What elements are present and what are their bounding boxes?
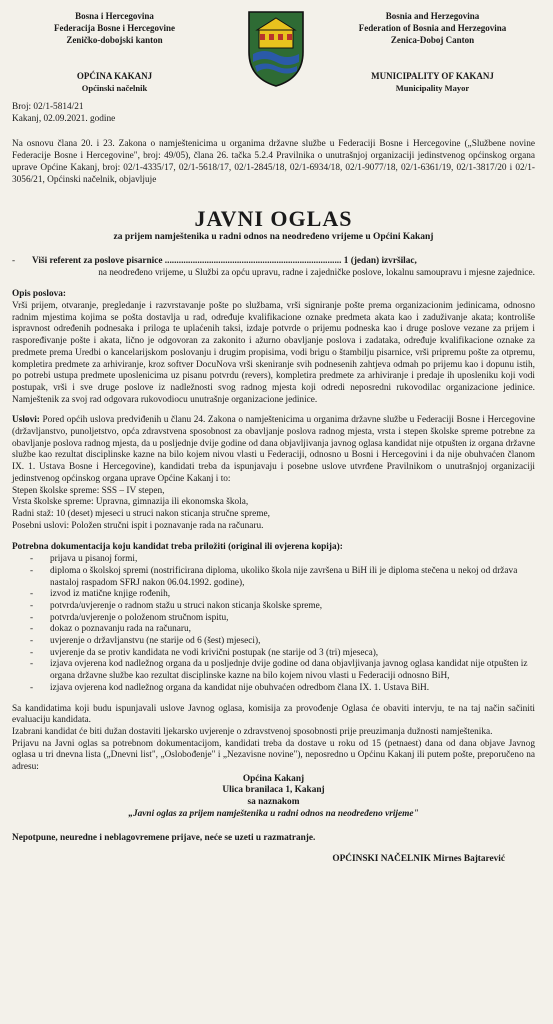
duties-heading: Opis poslova: <box>12 289 66 300</box>
list-item: - izvod iz matične knjige rođenih, <box>30 589 535 601</box>
list-item: - izjava ovjerena kod nadležnog organa da u posljednje dvije godine od dana objavljivanja javnog oglasa kandidat nije otpušten iz organa državne službe kao rezultat disciplinske kazne na bilo kojem nivou vlasti u Federaciji odnosno BiH, <box>30 659 535 682</box>
documents-list <box>12 554 535 694</box>
notice-subtitle: za prijem namještenika u radni odnos na neodređeno vrijeme u Općini Kakanj <box>113 232 434 243</box>
address-note: sa naznakom <box>247 797 300 808</box>
canton-name: Zeničko-dobojski kanton <box>66 35 163 45</box>
list-item: - potvrda/uvjerenje o položenom stručnom ispitu, <box>30 613 535 625</box>
condition-line: Stepen školske spreme: SSS – IV stepen, <box>12 485 165 496</box>
incomplete-applications-note: Nepotpune, neuredne i neblagovremene prijave, neće se uzeti u razmatranje. <box>12 832 316 843</box>
closing-section <box>12 704 535 845</box>
conditions-text: Pored općih uslova predviđenih u članu 24. Zakona o namještenicima u organima državne službe u Federaciji Bosne i Hercegovine (državljanstvo, punoljetstvo, opća zdravstvena sposobnost za obavljanje poslova radnog mjesta, vrsta i stepen školske spreme potrebne za obavljanje poslova radnog mjesta, da u posljednje dvije godine od dana objavljivanja javnog oglasa kandidat nije otpušten iz organa državne službe kao rezultat disciplinske kazne na bilo kojem nivou vlasti u Federaciji, odnosno u Bosni i Hercegovini i da nije obuhvaćen članom IX. 1. Ustava Bosne i Hercegovine), kandidati treba da ispunjavaju i posebne uslove utvrđene Pravilnikom o unutrašnjoj organizaciji jedinstvenog općinskog organa uprave Općine Kakanj i to: <box>12 415 535 484</box>
address-line: Ulica branilaca 1, Kakanj <box>222 785 325 796</box>
job-position <box>12 256 535 279</box>
office-name: OPĆINA KAKANJ <box>76 71 153 81</box>
conditions-section <box>12 415 535 532</box>
position-details: na neodređeno vrijeme, u Službi za opću upravu, radne i zajedničke poslove, lokalnu samoupravu i mjesne zajednice. <box>98 267 535 278</box>
list-item: - diploma o školskoj spremi (nostrificirana diploma, ukoliko škola nije završena u BiH ili je diploma stečena u nekoj od država nastaloj raspadom SFRJ nakon 06.04.1992. godine), <box>30 566 535 589</box>
conditions-heading: Uslovi: <box>12 415 40 426</box>
position-title: Viši referent za poslove pisarnice ............................................................................ 1 (jedan) izvršilac, <box>32 255 417 266</box>
condition-line: Radni staž: 10 (deset) mjeseci u struci nakon sticanja stručne spreme, <box>12 508 270 519</box>
country-name: Bosna i Hercegovina <box>75 11 154 21</box>
interview-paragraph: Sa kandidatima koji budu ispunjavali uslove Javnog oglasa, komisija za provođenje Oglasa će obaviti intervju, te na taj način sačiniti evaluaciju kandidata. <box>12 703 535 726</box>
condition-line: Posebni uslovi: Položen stručni ispit i poznavanje rada na računaru. <box>12 520 264 531</box>
office-name-en: MUNICIPALITY OF KAKANJ <box>371 71 494 81</box>
position-bullet: - <box>12 255 16 266</box>
envelope-label: „Javni oglas za prijem namještenika u radni odnos na neodređeno vrijeme" <box>128 808 419 819</box>
medical-paragraph: Izabrani kandidat će biti dužan dostaviti ljekarsko uvjerenje o zdravstvenoj sposobnosti prije preuzimanja dužnosti namještenika. <box>12 726 493 737</box>
signature-block <box>12 854 535 866</box>
list-item: - dokaz o poznavanju rada na računaru, <box>30 624 535 636</box>
list-item: - uvjerenje o državljanstvu (ne starije od 6 (šest) mjeseci), <box>30 636 535 648</box>
letterhead <box>12 6 535 101</box>
documents-heading: Potrebna dokumentacija koju kandidat treba priložiti (original ili ovjerena kopija): <box>12 542 343 553</box>
address-line: Općina Kakanj <box>242 773 305 784</box>
municipality-coat-of-arms-icon <box>245 8 307 88</box>
list-item: - prijava u pisanoj formi, <box>30 554 535 566</box>
office-role: Općinski načelnik <box>81 83 148 93</box>
legal-basis-paragraph: Na osnovu člana 20. i 23. Zakona o namještenicima u organima državne službe u Federaciji Bosne i Hercegovine („Službene novine Federacije Bosne i Hercegovine", broj: 49/05), člana 26. tačka 5.2.4 Pravilnika o unutrašnjoj organizaciji jedinstvenog općinskog organa uprave Općine Kakanj, broj: 02/1-4335/17, 02/1-5618/17, 02/1-2845/18, 02/1-6934/18, 02/1-9077/18, 02/1-6361/19, 02/1-3817/20 i 02/1-3056/21, Općinski načelnik, objavljuje <box>12 139 535 185</box>
federation-name-en: Federation of Bosnia and Herzegovina <box>358 23 507 33</box>
letterhead-left <box>12 10 217 94</box>
notice-title: JAVNI OGLAS <box>194 206 353 232</box>
letterhead-right <box>330 10 535 94</box>
signatory-name: Mirnes Bajtarević <box>433 854 505 865</box>
document-meta <box>12 102 535 125</box>
list-item: - potvrda/uvjerenje o radnom stažu u struci nakon sticanja školske spreme, <box>30 601 535 613</box>
document-place-date: Kakanj, 02.09.2021. godine <box>12 113 116 124</box>
list-item: - izjava ovjerena kod nadležnog organa da kandidat nije obuhvaćen odredbom člana IX. 1. Ustava BiH. <box>30 683 535 695</box>
signatory-role: OPĆINSKI NAČELNIK <box>332 854 431 865</box>
document-number: Broj: 02/1-5814/21 <box>12 102 84 112</box>
country-name-en: Bosnia and Herzegovina <box>385 11 480 21</box>
canton-name-en: Zenica-Doboj Canton <box>390 35 475 45</box>
condition-line: Vrsta školske spreme: Upravna, gimnazija ili ekonomska škola, <box>12 497 249 508</box>
federation-name: Federacija Bosne i Hercegovine <box>53 23 176 33</box>
office-role-en: Municipality Mayor <box>395 83 470 93</box>
list-item: - uvjerenje da se protiv kandidata ne vodi krivični postupak (ne starije od 3 (tri) mjeseca), <box>30 648 535 660</box>
duties-text: Vrši prijem, otvaranje, pregledanje i razvrstavanje pošte po službama, vrši signiranje pošte prema organizacionim jedinicama, odnosno radnim mjestima kojima se pošta dostavlja u rad, određuje kvalifikacione oznake predmeta akata kao i zaduživanje akata; kontroliše ispravnost određenih podnesaka i priloga te uplaćenih taksi, izdaje potvrde o prijemu podneska kao i druge poslove vezane za prijem i raspoređivanje pošte i akata, lično je odgovoran za zakonito i ažurno obavljanje poslova i zadataka, određuje kvalifikacione oznake za predmete prema Uredbi o kancelarijskom poslovanju i drugim propisima, vodi brigu o štambilju pisarnice, vrši pripremu pošte za otpremu, kompletira predmete za arhiviranje, kroz softver DocuNova vrši skeniranje svih podnesenih zahtjeva odmah po prijemu kao i dopunu istih, po potrebi ustupa predmete uposlenicima uz pisanu potvrdu (revers), kompletira predmete za arhiviranje i predaje ih uposleniku koji vodi postupak, vrši i sve druge poslove iz nadležnosti svog radnog mjesta koji odredi neposredni rukovodilac organizacione jedinice. Namještenik za svoj rad odgovara rukovodiocu unutrašnje organizacione jedinice. <box>12 301 535 405</box>
submission-paragraph: Prijavu na Javni oglas sa potrebnom dokumentacijom, kandidati treba da dostave u roku od 15 (petnaest) dana od dana objave Javnog oglasa u tri dnevna lista („Dnevni list", „Oslobođenje" i „Nezavisne novine"), neposredno u Općinu Kakanj ili putem pošte, preporučeno na adresu: <box>12 738 535 773</box>
